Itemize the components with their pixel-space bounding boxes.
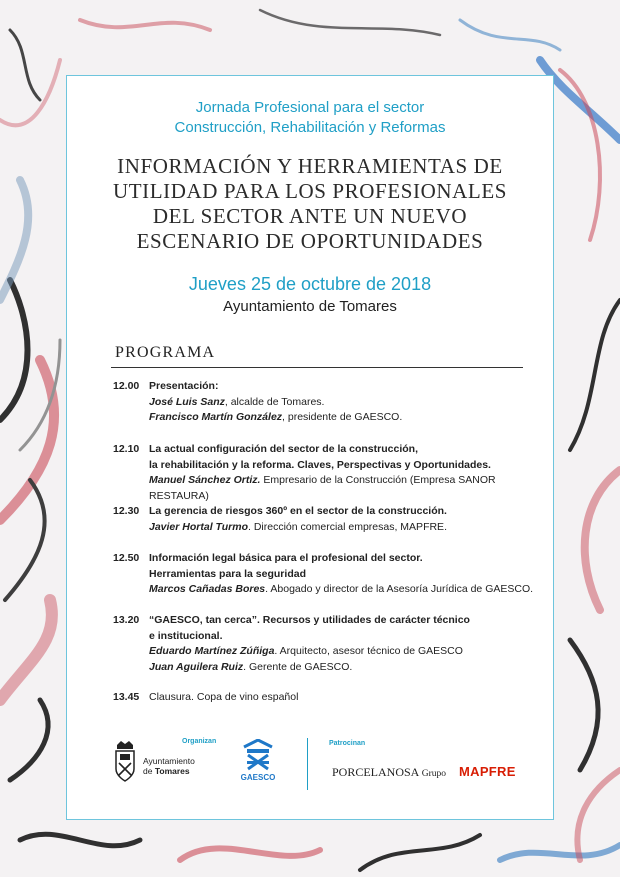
program-time: 12.30	[113, 505, 140, 517]
speaker-name: Javier Hortal Turmo	[149, 520, 249, 533]
program-title: PROGRAMA	[115, 344, 216, 361]
program-time: 13.20	[113, 614, 140, 626]
program-time: 13.45	[113, 691, 140, 703]
headline-line: DEL SECTOR ANTE UN NUEVO	[152, 204, 468, 228]
porcelanosa-wordmark: PORCELANOSA	[332, 765, 420, 779]
event-subtitle-line-1: Jornada Profesional para el sector	[195, 99, 425, 116]
program-time: 12.10	[113, 443, 140, 455]
ayuntamiento-logo-text	[143, 756, 195, 776]
program-item-title: la rehabilitación y la reforma. Claves, Perspectivas y Oportunidades.	[149, 458, 491, 471]
speaker-name: José Luis Sanz	[149, 395, 225, 408]
speaker	[149, 473, 543, 504]
speaker-role: . Abogado y director de la Asesoría Jurídica de GAESCO.	[265, 583, 534, 595]
ayuntamiento-name: Tomares	[154, 766, 190, 776]
speaker-role: Empresario de la Construcción (Empresa SANOR RESTAURA)	[149, 474, 496, 502]
headline-line: ESCENARIO DE OPORTUNIDADES	[136, 229, 484, 253]
speaker-name: Francisco Martín González	[149, 411, 283, 423]
speaker	[149, 410, 543, 426]
speaker	[149, 395, 543, 411]
porcelanosa-suffix: Grupo	[419, 769, 447, 779]
speaker	[149, 644, 543, 660]
event-venue: Ayuntamiento de Tomares	[223, 298, 397, 315]
program-item-title: La actual configuración del sector de la construcción,	[149, 443, 418, 455]
ayuntamiento-line-1: Ayuntamiento	[143, 756, 195, 766]
program-item	[113, 442, 543, 504]
ayuntamiento-prefix: de	[143, 766, 155, 776]
program-item-title: La gerencia de riesgos 360º en el sector de la construcción.	[149, 505, 447, 517]
program-item	[113, 551, 543, 598]
program-item	[113, 613, 543, 675]
mapfre-logo: MAPFRE	[459, 764, 516, 779]
gaesco-logo-icon	[238, 739, 278, 771]
speaker-name: Eduardo Martínez Zúñiga	[149, 645, 275, 657]
speaker	[149, 660, 543, 676]
speaker-role: . Dirección comercial empresas, MAPFRE.	[248, 520, 447, 533]
speaker-name: Manuel Sánchez Ortiz.	[149, 474, 261, 486]
headline-line: INFORMACIÓN Y HERRAMIENTAS DE	[117, 154, 503, 178]
program-item-title: Presentación:	[149, 380, 219, 392]
speaker-name: Marcos Cañadas Bores	[149, 583, 266, 595]
sponsors-label: Patrocinan	[329, 740, 366, 747]
speaker-role: , alcalde de Tomares.	[224, 395, 325, 408]
headline-line: UTILIDAD PARA LOS PROFESIONALES	[112, 179, 508, 203]
program-item	[113, 379, 543, 426]
speaker-role: . Gerente de GAESCO.	[243, 660, 353, 673]
speaker-role: , presidente de GAESCO.	[282, 411, 403, 423]
program-item-title: Herramientas para la seguridad	[149, 567, 306, 580]
logos-divider	[307, 738, 308, 790]
speaker	[149, 582, 543, 598]
event-date: Jueves 25 de octubre de 2018	[188, 274, 432, 294]
program-time: 12.00	[113, 380, 140, 392]
speaker	[149, 520, 543, 536]
program-time: 12.50	[113, 552, 140, 564]
program-item-title: Información legal básica para el profesional del sector.	[149, 552, 423, 564]
program-item	[113, 504, 543, 535]
event-subtitle-line-2: Construcción, Rehabilitación y Reformas	[174, 119, 446, 136]
program-item-title: Clausura. Copa de vino español	[149, 691, 299, 703]
program-item-title: e institucional.	[149, 629, 223, 642]
program-divider	[111, 367, 523, 368]
speaker-role: . Arquitecto, asesor técnico de GAESCO	[274, 645, 463, 657]
gaesco-wordmark: GAESCO	[240, 773, 276, 782]
event-headline	[67, 154, 553, 254]
program-item-title: “GAESCO, tan cerca”. Recursos y utilidades de carácter técnico	[149, 614, 470, 626]
speaker-name: Juan Aguilera Ruiz	[149, 660, 244, 673]
tomares-coat-of-arms-icon	[113, 739, 137, 783]
organizers-label: Organizan	[182, 738, 217, 745]
program-card	[66, 75, 554, 820]
program-item	[113, 690, 543, 706]
porcelanosa-logo	[332, 765, 446, 780]
